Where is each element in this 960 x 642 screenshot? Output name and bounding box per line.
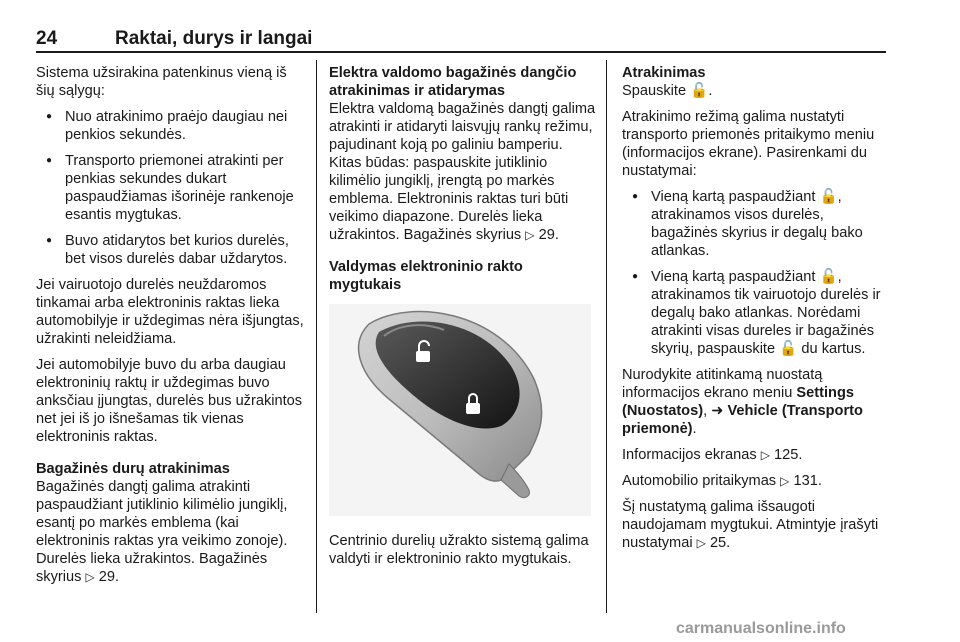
section-heading: Elektra valdomo bagažinės dangčio atrakinimas ir atidarymas: [329, 65, 577, 99]
page-ref-icon: ▷: [525, 228, 535, 242]
column-divider-1: [316, 60, 317, 613]
section-title: Raktai, durys ir langai: [115, 28, 313, 49]
menu-settings: Settings (Nuostatos): [622, 385, 854, 419]
column-3: [622, 64, 890, 560]
list-item: ● Nuo atrakinimo praėjo daugiau nei penkios sekundės.: [36, 108, 304, 144]
paragraph: Spauskite 🔓.: [622, 83, 713, 99]
page-ref: 25.: [709, 535, 731, 551]
list-item: ● Vieną kartą paspaudžiant 🔓, atrakinamos visos durelės, bagažinės skyrius ir degalų bako atlankas.: [622, 188, 890, 260]
menu-vehicle: Vehicle (Transporto priemonė): [622, 403, 863, 437]
section-heading: Valdymas elektroninio rakto mygtukais: [329, 259, 523, 293]
page-ref: 29.: [98, 569, 120, 585]
menu-arrow-icon: ➜: [711, 403, 724, 419]
paragraph: Šį nustatymą galima išsaugoti naudojamam mygtukui. Atmintyje įrašyti nustatymai ▷ 25.: [622, 499, 879, 551]
unlock-icon: 🔓: [779, 341, 798, 357]
paragraph: Elektra valdomą bagažinės dangtį galima atrakinti ir atidaryti laisvųjų rankų režimu, pajudinant koją po galiniu bamperiu. Kitas būdas: paspauskite jutiklinio kilimėlio jungiklį, įrengtą po markės emblema. Elektroninis raktas turi būti veikimo diapazone. Durelės lieka užrakintos. Bagažinės skyrius ▷ 29.: [329, 101, 596, 243]
key-fob-figure: [329, 304, 591, 516]
unlock-icon: 🔓: [819, 269, 838, 285]
list-item: ● Buvo atidarytos bet kurios durelės, bet visos durelės dabar uždarytos.: [36, 232, 304, 268]
section-heading: Atrakinimas: [622, 65, 706, 81]
page-ref-icon: ▷: [696, 536, 706, 550]
page-ref-icon: ▷: [780, 474, 790, 488]
intro-text: Sistema užsirakina patenkinus vieną iš šių sąlygų:: [36, 65, 287, 99]
column-2: [329, 64, 597, 576]
header-rule: [36, 51, 886, 53]
page-ref-icon: ▷: [760, 448, 770, 462]
lock-conditions-list: [36, 108, 304, 268]
paragraph: Informacijos ekranas ▷ 125.: [622, 447, 803, 463]
key-fob-illustration: [329, 304, 591, 516]
column-1: [36, 64, 304, 594]
page-ref: 29.: [538, 227, 559, 243]
page-ref-icon: ▷: [85, 570, 95, 584]
unlock-icon: 🔓: [819, 189, 838, 205]
column-divider-2: [606, 60, 607, 613]
figure-caption: Centrinio durelių užrakto sistemą galima valdyti ir elektroninio rakto mygtukais.: [329, 533, 589, 567]
unlock-icon: 🔓: [690, 83, 709, 99]
paragraph: Automobilio pritaikymas ▷ 131.: [622, 473, 822, 489]
page-ref: 125.: [774, 447, 803, 463]
paragraph: Nurodykite atitinkamą nuostatą informacijos ekrano meniu Settings (Nuostatos), ➜ Vehicle (Transporto priemonė).: [622, 367, 863, 437]
watermark: carmanualsonline.info: [676, 620, 846, 637]
page-ref: 131.: [793, 473, 822, 489]
paragraph: Jei automobilyje buvo du arba daugiau elektroninių raktų ir uždegimas buvo anksčiau įjungtas, durelės bus užrakintos net jei iš jo išnešamas tik vienas elektroninis raktas.: [36, 357, 303, 445]
list-item: ● Transporto priemonei atrakinti per penkias sekundes dukart paspaudžiamas išorinėje rankenoje esantis mygtukas.: [36, 152, 304, 224]
unlock-mode-list: [622, 188, 890, 358]
paragraph: Jei vairuotojo durelės neuždaromos tinkamai arba elektroninis raktas lieka automobilyje ir uždegimas nėra išjungtas, užrakinti neleidžiama.: [36, 277, 304, 347]
paragraph: Atrakinimo režimą galima nustatyti transporto priemonės pritaikymo meniu (informacijos ekrane). Pasirenkami du nustatymai:: [622, 109, 875, 179]
list-item: ● Vieną kartą paspaudžiant 🔓, atrakinamos tik vairuotojo durelės ir degalų bako atlankas. Norėdami atrakinti visas dureles ir bagažinės skyrių, paspauskite 🔓 du kartus.: [622, 268, 890, 358]
paragraph: Bagažinės dangtį galima atrakinti paspaudžiant jutiklinio kilimėlio jungiklį, esantį po markės emblema (kai elektroninis raktas yra veikimo zonoje). Durelės lieka užrakintos. Bagažinės skyrius ▷ 29.: [36, 479, 288, 585]
page-number: 24: [36, 28, 58, 49]
section-heading: Bagažinės durų atrakinimas: [36, 461, 230, 477]
